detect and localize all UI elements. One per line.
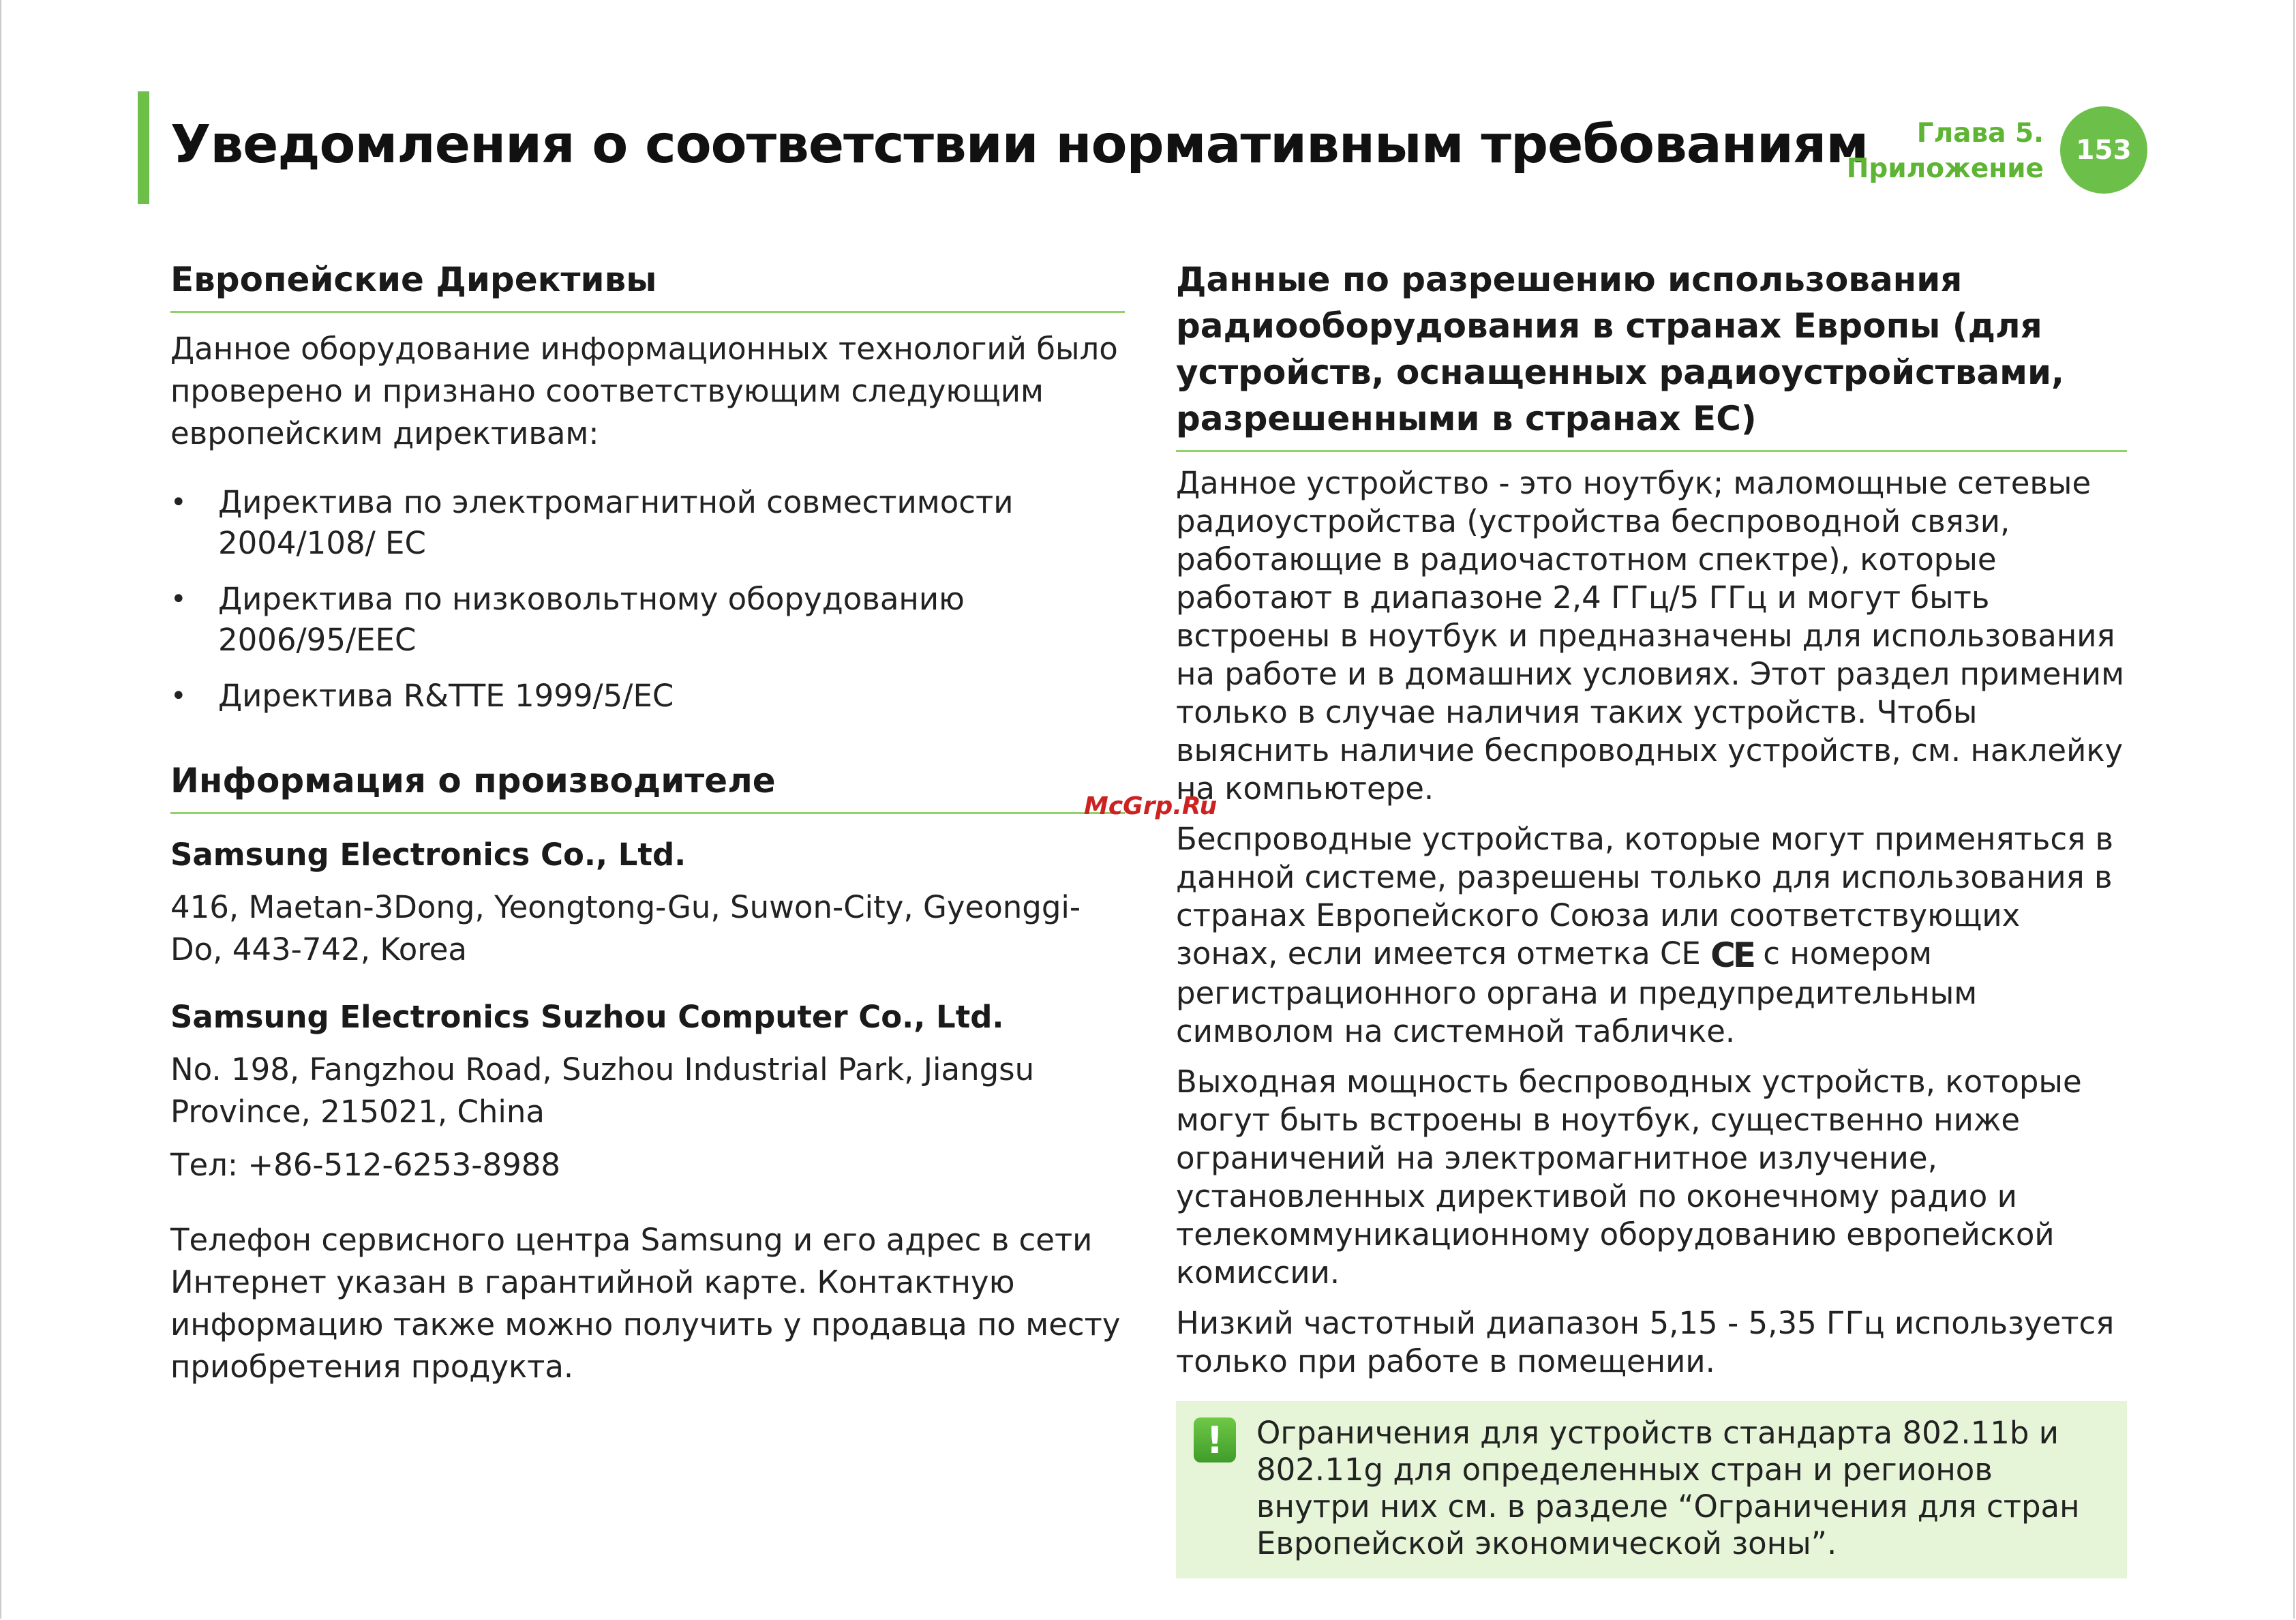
right-column — [1176, 256, 2127, 1578]
left-column — [170, 256, 1125, 1388]
manufacturer-heading: Информация о производителе — [170, 758, 1125, 814]
eu-intro-text: Данное оборудование информационных технологий было проверено и признано соответствующим следующим европейским директивам: — [170, 331, 1118, 451]
bullet-icon: • — [170, 487, 187, 518]
service-center-note: Телефон сервисного центра Samsung и его адрес в сети Интернет указан в гарантийной карте. Контактную информацию также можно получить у продавца по месту приобретения продукта. — [170, 1222, 1121, 1385]
frequency-range-text: Низкий частотный диапазон 5,15 - 5,35 ГГц используется только при работе в помещении. — [1176, 1305, 2115, 1379]
company-address: No. 198, Fangzhou Road, Suzhou Industrial Park, Jiangsu Province, 215021, China — [170, 1051, 1035, 1130]
chapter-label — [1847, 116, 2044, 187]
list-item: • Директива по электромагнитной совместимости 2004/108/ EC — [170, 482, 1125, 564]
bullet-icon: • — [170, 680, 187, 712]
title-accent-bar — [138, 91, 149, 204]
bullet-icon: • — [170, 584, 187, 615]
page-number-badge: 153 — [2060, 106, 2147, 194]
page-title: Уведомления о соответствии нормативным требованиям — [170, 115, 1869, 175]
restriction-note — [1176, 1401, 2127, 1578]
directives-list — [170, 482, 1125, 717]
phone-number: Тел: +86-512-6253-8988 — [170, 1147, 561, 1183]
company-name: Samsung Electronics Suzhou Computer Co., Ltd. — [170, 999, 1004, 1035]
company-address: 416, Maetan-3Dong, Yeongtong-Gu, Suwon-City, Gyeonggi-Do, 443-742, Korea — [170, 889, 1081, 967]
chapter-number: Глава 5. — [1916, 118, 2044, 149]
radio-approval-heading: Данные по разрешению использования радиооборудования в странах Европы (для устройств, оснащенных радиоустройствами, разрешенными в странах ЕС) — [1176, 256, 2127, 452]
ce-mark-icon: CE — [1710, 935, 1753, 975]
watermark: McGrp.Ru — [1084, 792, 1218, 820]
chapter-name: Приложение — [1846, 153, 2044, 184]
ce-marking-text: Беспроводные устройства, которые могут применяться в данной системе, разрешены только для использования в странах Европейского Союза или соответствующих зонах, если имеется отметка CE CE с номером регистрационного органа и предупредительным символом на системной табличке. — [1176, 821, 2114, 1049]
exclamation-icon: ! — [1194, 1418, 1236, 1462]
company-name: Samsung Electronics Co., Ltd. — [170, 837, 686, 873]
list-item: • Директива по низковольтному оборудованию 2006/95/EEC — [170, 579, 1125, 661]
restriction-note-text: Ограничения для устройств стандарта 802.11b и 802.11g для определенных стран и регионов внутри них см. в разделе “Ограничения для стран Европейской экономической зоны”. — [1256, 1415, 2080, 1561]
eu-directives-heading: Европейские Директивы — [170, 256, 1125, 313]
list-item: • Директива R&TTE 1999/5/EC — [170, 676, 1125, 717]
device-description-text: Данное устройство - это ноутбук; маломощные сетевые радиоустройства (устройства беспроводной связи, работающие в радиочастотном спектре), которые работают в диапазоне 2,4 ГГц/5 ГГц и могут быть встроены в ноутбук и предназначены для использования на работе и в домашних условиях. Этот раздел применим только в случае наличия таких устройств. Чтобы выяснить наличие беспроводных устройств, см. наклейку на компьютере. — [1176, 465, 2125, 807]
output-power-text: Выходная мощность беспроводных устройств, которые могут быть встроены в ноутбук, существенно ниже ограничений на электромагнитное излучение, установленных директивой по оконечному радио и телекоммуникационному оборудованию европейской комиссии. — [1176, 1064, 2082, 1291]
